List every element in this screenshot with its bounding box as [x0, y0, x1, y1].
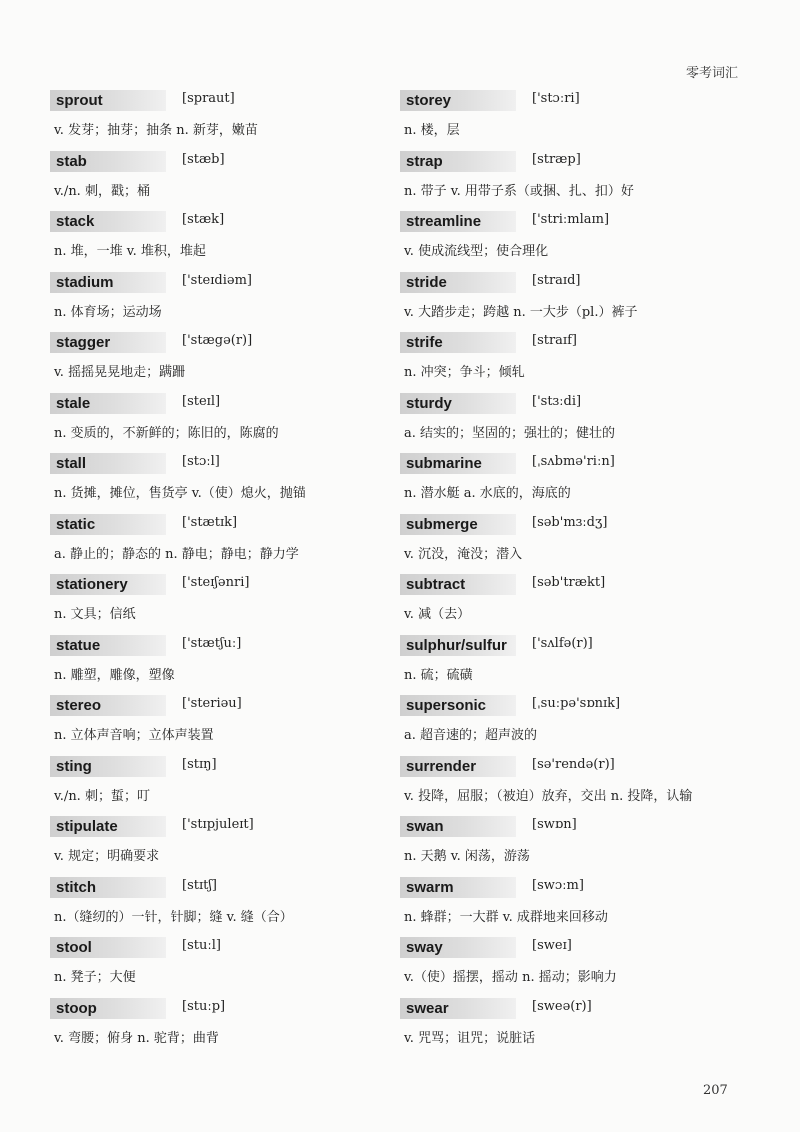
phonetic: [stɪtʃ] — [182, 877, 217, 893]
word-row — [400, 875, 740, 901]
vocab-entry — [400, 391, 740, 452]
phonetic: [stræp] — [532, 151, 581, 167]
vocab-entry — [400, 935, 740, 996]
definition: n. 天鹅 v. 闲荡，游荡 — [404, 849, 530, 864]
word-row — [400, 572, 740, 598]
vocab-entry — [400, 149, 740, 210]
vocab-entry — [400, 270, 740, 331]
headword: submerge — [400, 514, 516, 535]
headword: sprout — [50, 90, 166, 111]
definition: n. 货摊，摊位，售货亭 v.（使）熄火，抛锚 — [54, 486, 306, 501]
phonetic: [sweə(r)] — [532, 998, 592, 1014]
word-row — [50, 572, 390, 598]
phonetic: [stæk] — [182, 212, 225, 227]
definition: v./n. 刺；蜇；叮 — [54, 788, 150, 804]
vocab-entry — [400, 512, 740, 573]
word-row — [50, 149, 390, 175]
definition: n. 冲突；争斗；倾轧 — [404, 365, 525, 380]
definition: n. 立体声音响；立体声装置 — [54, 728, 214, 743]
word-row — [50, 754, 390, 780]
vocab-entry — [400, 330, 740, 391]
word-row — [50, 270, 390, 296]
page-number: 207 — [703, 1083, 728, 1098]
headword: strap — [400, 151, 516, 172]
headword: supersonic — [400, 695, 516, 716]
headword: strife — [400, 332, 516, 353]
word-row — [50, 209, 390, 235]
vocab-entry — [50, 391, 390, 452]
vocab-entry — [50, 814, 390, 875]
phonetic: ['stɜːdi] — [532, 393, 582, 409]
headword: stoop — [50, 998, 166, 1019]
headword: stitch — [50, 877, 166, 898]
phonetic: [steɪl] — [182, 393, 221, 409]
word-row — [50, 88, 390, 114]
definition: n. 凳子；大便 — [54, 970, 136, 985]
phonetic: ['steɪʃənri] — [182, 575, 250, 590]
definition: n. 文具；信纸 — [54, 607, 136, 622]
vocab-entry — [400, 209, 740, 270]
headword: stipulate — [50, 816, 166, 837]
phonetic: ['steriəu] — [182, 696, 242, 711]
phonetic: [stæb] — [182, 151, 225, 167]
word-row — [400, 330, 740, 356]
word-row — [400, 935, 740, 961]
definition: a. 超音速的；超声波的 — [404, 728, 538, 743]
phonetic: [stuːp] — [182, 998, 226, 1014]
vocab-entry — [50, 633, 390, 694]
definition: v. 弯腰；俯身 n. 驼背；曲背 — [54, 1030, 219, 1046]
definition: n.（缝纫的）一针，针脚；缝 v. 缝（合） — [54, 909, 293, 925]
definition: v. 沉没，淹没；潜入 — [404, 546, 523, 562]
vocab-entry — [400, 88, 740, 149]
definition: a. 结实的；坚固的；强壮的；健壮的 — [404, 425, 616, 441]
vocab-entry — [400, 572, 740, 633]
vocab-entry — [400, 754, 740, 815]
phonetic: ['striːmlaɪn] — [532, 212, 610, 227]
headword: stool — [50, 937, 166, 958]
headword: stagger — [50, 332, 166, 353]
word-row — [50, 633, 390, 659]
left-column — [50, 88, 390, 1056]
word-row — [50, 693, 390, 719]
phonetic: [sə'rendə(r)] — [532, 756, 615, 772]
word-row — [400, 814, 740, 840]
vocab-entry — [50, 875, 390, 936]
vocab-entry — [50, 451, 390, 512]
phonetic: [straɪd] — [532, 272, 581, 288]
phonetic: [spraut] — [182, 91, 235, 106]
vocab-entry — [400, 693, 740, 754]
word-row — [400, 512, 740, 538]
vocab-entry — [400, 875, 740, 936]
definition: a. 静止的；静态的 n. 静电；静电；静力学 — [54, 546, 299, 562]
phonetic: [stuːl] — [182, 938, 221, 953]
phonetic: [səb'trækt] — [532, 575, 606, 590]
definition: v. 摇摇晃晃地走；蹒跚 — [54, 365, 186, 380]
headword: sway — [400, 937, 516, 958]
definition: n. 蜂群；一大群 v. 成群地来回移动 — [404, 909, 608, 925]
word-row — [400, 451, 740, 477]
headword: submarine — [400, 453, 516, 474]
right-column — [400, 88, 740, 1056]
phonetic: [sweɪ] — [532, 938, 572, 953]
phonetic: [swɒn] — [532, 817, 577, 832]
headword: swarm — [400, 877, 516, 898]
vocab-entry — [50, 935, 390, 996]
word-row — [400, 391, 740, 417]
word-row — [400, 754, 740, 780]
word-row — [50, 512, 390, 538]
headword: stab — [50, 151, 166, 172]
headword: stale — [50, 393, 166, 414]
phonetic: [straɪf] — [532, 333, 577, 348]
word-row — [400, 88, 740, 114]
vocab-entry — [50, 330, 390, 391]
phonetic: [swɔːm] — [532, 877, 584, 893]
word-row — [50, 996, 390, 1022]
definition: n. 雕塑，雕像，塑像 — [54, 667, 175, 683]
definition: v. 规定；明确要求 — [54, 849, 160, 864]
vocab-entry — [400, 451, 740, 512]
definition: v. 大踏步走；跨越 n. 一大步（pl.）裤子 — [404, 304, 638, 320]
phonetic: ['stætʃuː] — [182, 635, 242, 651]
definition: v.（使）摇摆，摇动 n. 摇动；影响力 — [404, 970, 617, 985]
definition: n. 楼，层 — [404, 123, 460, 138]
definition: v. 发芽；抽芽；抽条 n. 新芽，嫩苗 — [54, 123, 258, 138]
phonetic: [ˌsuːpə'sɒnɪk] — [532, 696, 621, 711]
vocab-entry — [50, 209, 390, 270]
word-row — [50, 935, 390, 961]
definition: v. 投降，屈服；（被迫）放弃，交出 n. 投降，认输 — [404, 788, 693, 804]
definition: n. 堆，一堆 v. 堆积，堆起 — [54, 244, 206, 259]
vocab-entry — [400, 814, 740, 875]
vocab-entry — [50, 149, 390, 210]
phonetic: [stɪŋ] — [182, 756, 217, 772]
vocab-entry — [50, 754, 390, 815]
word-row — [50, 814, 390, 840]
headword: statue — [50, 635, 166, 656]
headword: stationery — [50, 574, 166, 595]
definition: v./n. 刺，戳；桶 — [54, 183, 150, 199]
phonetic: ['stægə(r)] — [182, 333, 253, 348]
phonetic: ['stætɪk] — [182, 514, 238, 530]
page-header-title: 零考词汇 — [685, 66, 738, 81]
headword: surrender — [400, 756, 516, 777]
phonetic: ['steɪdiəm] — [182, 272, 252, 288]
word-row — [400, 149, 740, 175]
phonetic: ['stɪpjuleɪt] — [182, 817, 254, 832]
headword: swear — [400, 998, 516, 1019]
headword: subtract — [400, 574, 516, 595]
headword: storey — [400, 90, 516, 111]
definition: v. 使成流线型；使合理化 — [404, 244, 549, 259]
headword: stride — [400, 272, 516, 293]
headword: sting — [50, 756, 166, 777]
definition: n. 硫；硫磺 — [404, 667, 473, 683]
headword: static — [50, 514, 166, 535]
definition: n. 带子 v. 用带子系（或捆、扎、扣）好 — [404, 183, 634, 199]
word-row — [400, 270, 740, 296]
word-row — [400, 209, 740, 235]
phonetic: [stɔːl] — [182, 454, 220, 469]
headword: sturdy — [400, 393, 516, 414]
headword: stadium — [50, 272, 166, 293]
headword: stereo — [50, 695, 166, 716]
vocab-entry — [400, 633, 740, 694]
phonetic: [ˌsʌbmə'riːn] — [532, 454, 615, 469]
vocab-entry — [50, 572, 390, 633]
headword: sulphur/sulfur — [400, 635, 516, 656]
definition: n. 变质的，不新鲜的；陈旧的，陈腐的 — [54, 425, 279, 441]
word-row — [400, 633, 740, 659]
word-row — [400, 996, 740, 1022]
definition: v. 减（去） — [404, 607, 471, 622]
definition: n. 体育场；运动场 — [54, 304, 162, 320]
phonetic: ['stɔːri] — [532, 91, 580, 106]
vocab-entry — [400, 996, 740, 1057]
vocab-entry — [50, 693, 390, 754]
word-row — [400, 693, 740, 719]
headword: streamline — [400, 211, 516, 232]
vocab-entry — [50, 996, 390, 1057]
definition: n. 潜水艇 a. 水底的，海底的 — [404, 486, 571, 501]
headword: swan — [400, 816, 516, 837]
phonetic: ['sʌlfə(r)] — [532, 635, 593, 651]
vocab-entry — [50, 270, 390, 331]
vocab-entry — [50, 88, 390, 149]
word-row — [50, 875, 390, 901]
word-row — [50, 330, 390, 356]
headword: stall — [50, 453, 166, 474]
vocab-entry — [50, 512, 390, 573]
definition: v. 咒骂；诅咒；说脏话 — [404, 1030, 536, 1046]
word-row — [50, 451, 390, 477]
phonetic: [səb'mɜːdʒ] — [532, 514, 608, 530]
headword: stack — [50, 211, 166, 232]
word-row — [50, 391, 390, 417]
